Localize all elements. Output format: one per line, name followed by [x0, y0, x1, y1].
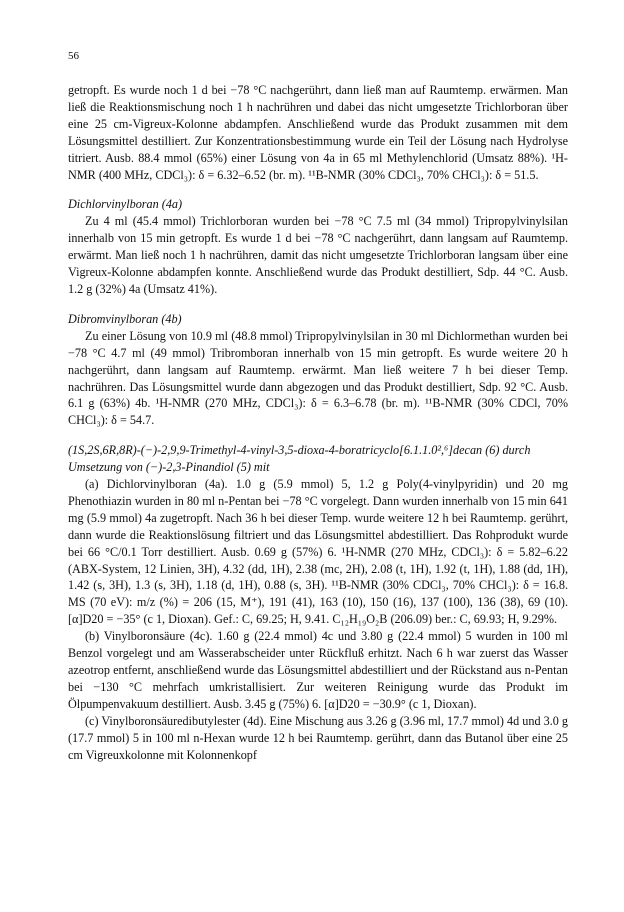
paragraph-4a: Zu 4 ml (45.4 mmol) Trichlorboran wurden bei −78 °C 7.5 ml (34 mmol) Tripropylvinylsilan innerhalb von 15 min getropft. Es wurde 1 d bei −78 °C nachgerührt, dann langsam auf Raumtemp. erwärmt. Man ließ noch 1 h nachrühren, damit das nicht umgesetzte Trichlorboran langsam über eine Vigreux-Kolonne abdampfen konnte. Anschließend wurde das Produkt destilliert, Sdp. 44 °C. Ausb. 1.2 g (32%) 4a (Umsatz 41%).: [68, 214, 568, 296]
paragraph-6a: (a) Dichlorvinylboran (4a). 1.0 g (5.9 mmol) 5, 1.2 g Poly(4-vinylpyridin) und 20 mg Phenothiazin wurden in 80 ml n-Pentan bei −78 °C vorgelegt. Dann wurden innerhalb von 15 min 641 mg (5.9 mmol) 4a zugetropft. Nach 36 h bei dieser Temp. wurde weitere 12 h bei Raumtemp. gerührt, dann wurde die Reaktionslösung filtriert und das Lösungsmittel abdestilliert. Das Rohprodukt wurde bei 66 °C/0.1 Torr destilliert. Ausb. 0.69 g (57%) 6. ¹H-NMR (270 MHz, CDCl₃): δ = 5.82–6.22 (ABX-System, 12 Linien, 3H), 4.32 (dd, 1H), 2.38 (mc, 2H), 2.08 (t, 1H), 1.92 (t, 1H), 1.88 (dd, 1H), 1.42 (s, 3H), 1.3 (s, 3H), 1.18 (d, 1H), 0.88 (s, 3H). ¹¹B-NMR (30% CDCl₃, 70% CHCl₃): δ = 16.8. MS (70 eV): m/z (%) = 206 (15, M⁺), 191 (41), 163 (10), 150 (16), 137 (100), 136 (38), 69 (10). [α]D20 = −35° (c 1, Dioxan). Gef.: C, 69.25; H, 9.41. C₁₂H₁₉O₂B (206.09) ber.: C, 69.93; H, 9.29%.: [68, 477, 568, 627]
heading-4a: Dichlorvinylboran (4a): [68, 197, 183, 212]
page: [68, 50, 568, 763]
paragraph-6b: (b) Vinylboronsäure (4c). 1.60 g (22.4 mmol) 4c und 3.80 g (22.4 mmol) 5 wurden in 100 ml Benzol vorgelegt und am Wasserabscheider unter Rückfluß erhitzt. Nach 6 h war zuerst das Wasser azeotrop entfernt, anschließend wurde das Lösungsmittel abdestilliert und der Rückstand aus n-Pentan bei −130 °C mehrfach umkristallisiert. Zur weiteren Reinigung wurde das Produkt im Ölpumpenvakuum destilliert. Ausb. 3.45 g (75%) 6. [α]D20 = −30.9° (c 1, Dioxan).: [68, 629, 568, 711]
heading-4b: Dibromvinylboran (4b): [68, 311, 182, 326]
page-number: 56: [68, 50, 79, 62]
paragraph-6c: (c) Vinylboronsäuredibutylester (4d). Eine Mischung aus 3.26 g (3.96 ml, 17.7 mmol) 4d und 3.0 g (17.7 mmol) 5 in 100 ml n-Hexan wurde 12 h bei Raumtemp. gerührt, dann das Butanol über eine 25 cm Vigreuxkolonne mit Kolonnenkopf: [68, 713, 568, 762]
paragraph-intro: getropft. Es wurde noch 1 d bei −78 °C nachgerührt, dann ließ man auf Raumtemp. erwärmen. Man ließ die Reaktionsmischung noch 1 h nachrühren und dabei das nicht umgesetzte Trichlorboran über eine 25 cm-Vigreux-Kolonne abdampfen. Anschließend wurde das Produkt zusammen mit dem Lösungsmittel destilliert. Zur Konzentrationsbestimmung wurde ein Teil der Lösung nach Hydrolyse titriert. Ausb. 88.4 mmol (65%) einer Lösung von 4a in 65 ml Methylenchlorid (Umsatz 88%). ¹H-NMR (400 MHz, CDCl₃): δ = 6.32–6.52 (br. m). ¹¹B-NMR (30% CDCl₃, 70% CHCl₃): δ = 51.5.: [68, 83, 568, 182]
heading-compound-6: (1S,2S,6R,8R)-(−)-2,9,9-Trimethyl-4-vinyl-3,5-dioxa-4-boratricyclo[6.1.1.0²,⁶]decan (6) durch Umsetzung von (−)-2,3-Pinandiol (5) mit: [68, 443, 531, 475]
paragraph-4b: Zu einer Lösung von 10.9 ml (48.8 mmol) Tripropylvinylsilan in 30 ml Dichlormethan wurden bei −78 °C 4.7 ml (49 mmol) Tribromboran innerhalb von 15 min getropft. Es wurde weitere 20 h nachgerührt, dann langsam auf Raumtemp. erwärmt. Man ließ weitere 7 h bei dieser Temp. nachrühren. Das Lösungsmittel wurde dann abgezogen und das Produkt destilliert, Sdp. 92 °C. Ausb. 6.1 g (63%) 4b. ¹H-NMR (270 MHz, CDCl₃): δ = 6.3–6.78 (br. m). ¹¹B-NMR (30% CDCl, 70% CHCl₃): δ = 54.7.: [68, 328, 568, 428]
